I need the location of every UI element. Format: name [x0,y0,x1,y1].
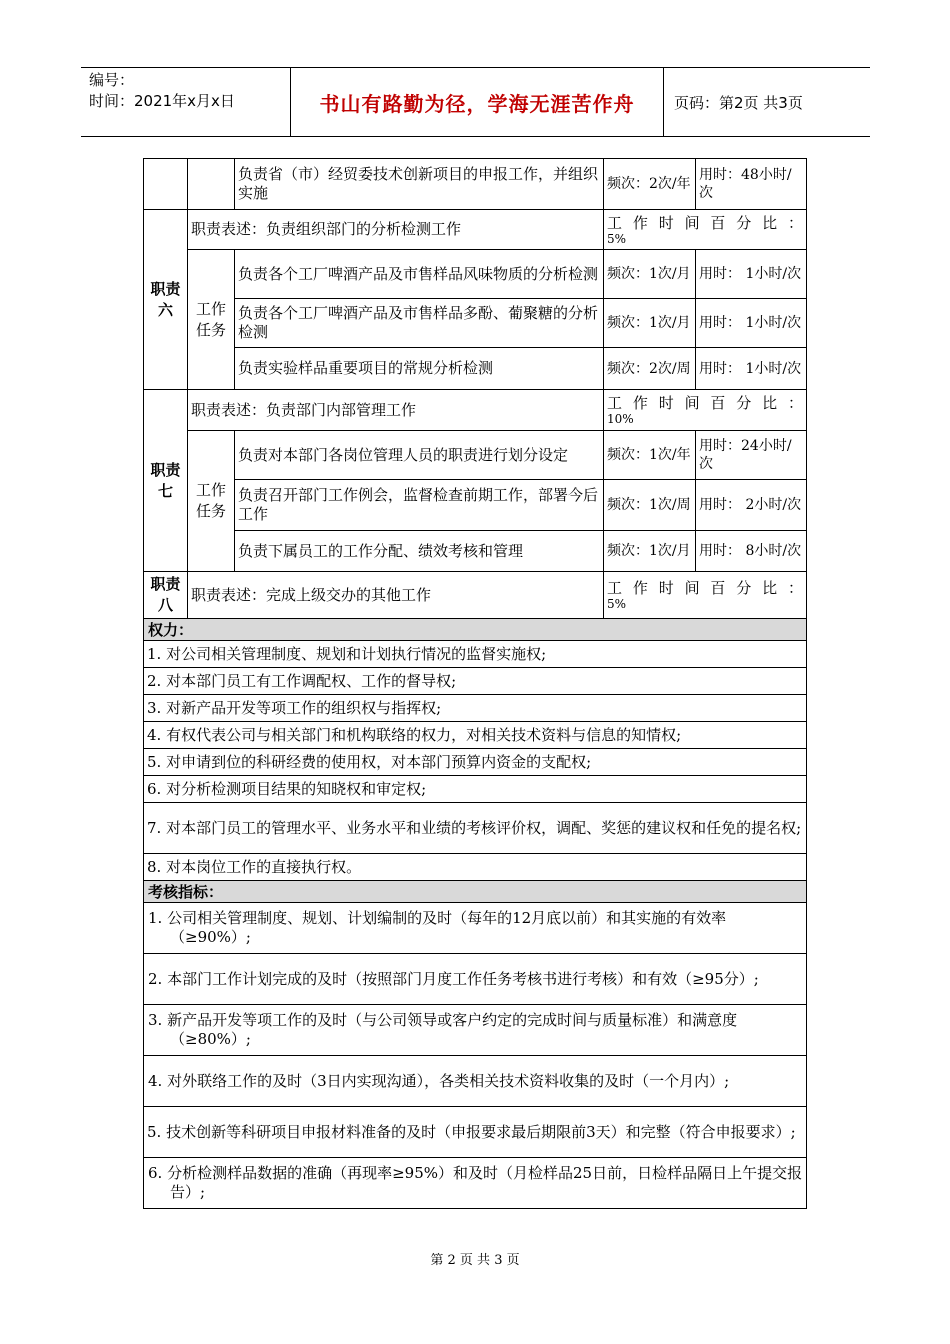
duty-description: 职责表述：完成上级交办的其他工作 [188,572,604,619]
task-frequency: 频次：1次/月 [604,250,696,299]
page-header [81,67,870,137]
list-item: 3. 对新产品开发等项工作的组织权与指挥权; [144,695,807,722]
table-row [144,431,807,480]
duty-time-percent [604,390,807,431]
task-frequency: 频次：2次/年 [604,159,696,210]
task-text: 负责对本部门各岗位管理人员的职责进行划分设定 [235,431,604,480]
kpi-title: 考核指标： [144,881,807,903]
list-item: 5. 技术创新等科研项目申报材料准备的及时（申报要求最后期限前3天）和完整（符合申报要求）; [144,1107,807,1158]
list-item: 2. 本部门工作计划完成的及时（按照部门月度工作任务考核书进行考核）和有效（≥95分）; [144,954,807,1005]
duty-label: 职责六 [144,210,188,390]
table-row [144,159,807,210]
duty-time-percent [604,210,807,250]
list-item: 8. 对本岗位工作的直接执行权。 [144,854,807,881]
task-duration: 用时：24小时/次 [696,431,807,480]
task-text: 负责各个工厂啤酒产品及市售样品多酚、葡聚糖的分析检测 [235,299,604,348]
list-item: 3. 新产品开发等项工作的及时（与公司领导或客户约定的完成时间与质量标准）和满意度（≥80%）; [144,1005,807,1056]
table-row [144,250,807,299]
doc-number-label: 编号： [89,71,135,89]
section-header-row [144,881,807,903]
list-item: 1. 对公司相关管理制度、规划和计划执行情况的监督实施权; [144,641,807,668]
task-duration: 用时： 1小时/次 [696,250,807,299]
list-item: 5. 对申请到位的科研经费的使用权，对本部门预算内资金的支配权; [144,749,807,776]
task-duration: 用时： 2小时/次 [696,480,807,531]
list-item: 2. 对本部门员工有工作调配权、工作的督导权; [144,668,807,695]
task-text: 负责下属员工的工作分配、绩效考核和管理 [235,531,604,572]
duty-description: 职责表述：负责部门内部管理工作 [188,390,604,431]
task-duration: 用时： 8小时/次 [696,531,807,572]
task-frequency: 频次：1次/月 [604,531,696,572]
table-row [144,210,807,250]
table-row [144,480,807,531]
table-row [144,572,807,619]
task-duration: 用时： 1小时/次 [696,299,807,348]
task-duration: 用时：48小时/次 [696,159,807,210]
header-meta [81,68,290,136]
table-row [144,390,807,431]
list-item: 6. 对分析检测项目结果的知晓权和审定权; [144,776,807,803]
header-page-number: 页码：第2页 共3页 [674,93,803,112]
percent-label: 工作时间百分比： [607,579,803,597]
powers-title: 权力： [144,619,807,641]
task-label: 工作任务 [188,250,235,390]
task-label: 工作任务 [188,431,235,572]
duty-table [143,158,807,1209]
percent-label: 工作时间百分比： [607,394,803,412]
list-item: 6. 分析检测样品数据的准确（再现率≥95%）和及时（月检样品25日前，日检样品隔日上午提交报告）; [144,1158,807,1209]
percent-value: 5% [607,597,627,611]
task-text: 负责省（市）经贸委技术创新项目的申报工作，并组织实施 [235,159,604,210]
duty-description: 职责表述：负责组织部门的分析检测工作 [188,210,604,250]
list-item: 4. 对外联络工作的及时（3日内实现沟通），各类相关技术资料收集的及时（一个月内）; [144,1056,807,1107]
task-frequency: 频次：1次/周 [604,480,696,531]
task-text: 负责实验样品重要项目的常规分析检测 [235,348,604,390]
percent-label: 工作时间百分比： [607,213,803,232]
table-row [144,348,807,390]
task-duration: 用时： 1小时/次 [696,348,807,390]
list-item: 4. 有权代表公司与相关部门和机构联络的权力，对相关技术资料与信息的知情权; [144,722,807,749]
duty-time-percent [604,572,807,619]
task-frequency: 频次：1次/月 [604,299,696,348]
task-text: 负责各个工厂啤酒产品及市售样品风味物质的分析检测 [235,250,604,299]
duty-label: 职责七 [144,390,188,572]
percent-value: 5% [607,231,627,246]
section-header-row [144,619,807,641]
task-text: 负责召开部门工作例会，监督检查前期工作，部署今后工作 [235,480,604,531]
task-frequency: 频次：1次/年 [604,431,696,480]
header-motto: 书山有路勤为径，学海无涯苦作舟 [290,68,664,136]
percent-value: 10% [607,412,634,426]
list-item: 1. 公司相关管理制度、规划、计划编制的及时（每年的12月底以前）和其实施的有效率（≥90%）; [144,903,807,954]
doc-date-label: 时间：2021年x月x日 [89,92,235,110]
page-footer: 第 2 页 共 3 页 [430,1253,520,1268]
table-row [144,531,807,572]
list-item: 7. 对本部门员工的管理水平、业务水平和业绩的考核评价权，调配、奖惩的建议权和任免的提名权; [144,803,807,854]
duty-label: 职责八 [144,572,188,619]
table-row [144,299,807,348]
task-frequency: 频次：2次/周 [604,348,696,390]
